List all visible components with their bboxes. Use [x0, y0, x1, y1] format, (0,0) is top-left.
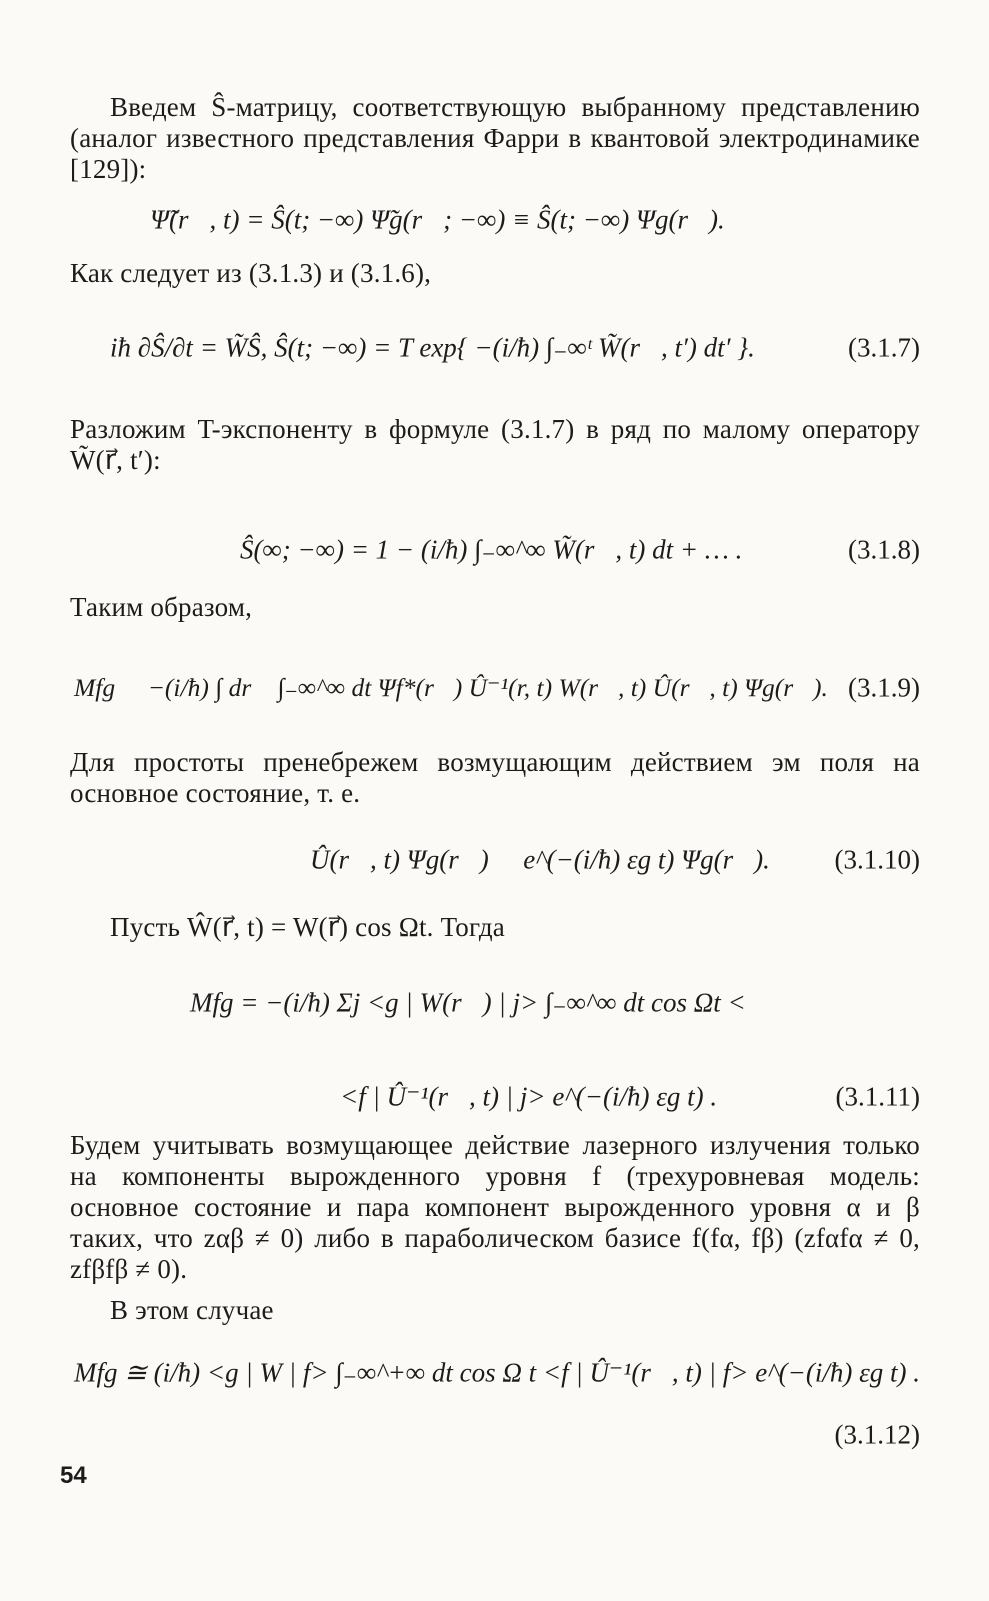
equation-3-1-11-line2 [70, 1062, 920, 1132]
equation-3-1-11-line1 [70, 960, 920, 1045]
equation-formula: Mfg ≅ −(i/ħ) ∫ dr⃗ ∫₋∞^∞ dt Ψf*(r⃗) Û⁻¹(r, t) W(r⃗, t) Û(r⃗, t) Ψg(r⃗). [74, 672, 828, 702]
equation-3-1-10 [70, 822, 920, 897]
paragraph-simplicity: Для простоты пренебрежем возмущающим действием эм поля на основное состояние, т. е. [70, 747, 920, 808]
equation-formula: iħ ∂Ŝ/∂t = W̃Ŝ, Ŝ(t; −∞) = T exp{ −(i/ħ) ∫₋∞ᵗ W̃(r⃗, t′) dt′ }. [110, 332, 755, 362]
equation-formula: Ψ̃(r⃗, t) = Ŝ(t; −∞) Ψ̃g(r⃗; −∞) ≡ Ŝ(t; −∞) Ψg(r⃗). [150, 204, 725, 235]
equation-number: (3.1.9) [848, 672, 920, 702]
equation-formula: Mfg = −(i/ħ) Σj <g | W(r⃗) | j> ∫₋∞^∞ dt cos Ωt < [190, 987, 746, 1017]
equation-number: (3.1.11) [835, 1081, 920, 1112]
page-number: 54 [60, 1462, 87, 1489]
equation-formula: <f | Û⁻¹(r⃗, t) | j> e^(−(i/ħ) εg t) . [340, 1081, 718, 1112]
equation-formula: Ŝ(∞; −∞) = 1 − (i/ħ) ∫₋∞^∞ W̃(r⃗, t) dt + … . [240, 534, 743, 565]
equation-formula: Û(r⃗, t) Ψg(r⃗) ≅ e^(−(i/ħ) εg t) Ψg(r⃗). [310, 844, 770, 874]
equation-3-1-8 [70, 505, 920, 595]
equation-3-1-12 [70, 1330, 920, 1415]
equation-number: (3.1.7) [848, 332, 920, 362]
paragraph-intro: Введем Ŝ-матрицу, соответствующую выбранному представлению (аналог известного представления Фарри в квантовой электродинамике [129]): [70, 92, 920, 184]
equation-formula: Mfg ≅ (i/ħ) <g | W | f> ∫₋∞^+∞ dt cos Ω t <f | Û⁻¹(r⃗, t) | f> e^(−(i/ħ) εg t) . [74, 1357, 920, 1387]
paragraph-as-follows: Как следует из (3.1.3) и (3.1.6), [70, 258, 432, 288]
equation-s-matrix [70, 190, 920, 250]
equation-number: (3.1.8) [848, 534, 920, 565]
paragraph-laser: Будем учитывать возмущающее действие лазерного излучения только на компоненты вырожденного уровня f (трехуровневая модель: основное состояние и пара компонент вырожденного уровня α и β таких, что zαβ ≠ 0) либо в параболическом базисе f(fα, fβ) (zfαfα ≠ 0, zfβfβ ≠ 0). [70, 1130, 920, 1284]
paragraph-let: Пусть Ŵ(r⃗, t) = W(r⃗) cos Ωt. Тогда [110, 912, 505, 942]
paragraph-in-this-case: В этом случае [110, 1295, 274, 1325]
equation-number: (3.1.10) [834, 844, 920, 874]
equation-3-1-12-number-line [70, 1410, 920, 1460]
equation-3-1-9 [70, 640, 920, 735]
equation-number: (3.1.12) [834, 1419, 920, 1450]
paragraph-t-exponent: Разложим T-экспоненту в формуле (3.1.7) в ряд по малому оператору W̃(r⃗, t′): [70, 414, 920, 475]
paragraph-thus: Таким образом, [70, 592, 253, 622]
equation-3-1-7 [70, 305, 920, 390]
